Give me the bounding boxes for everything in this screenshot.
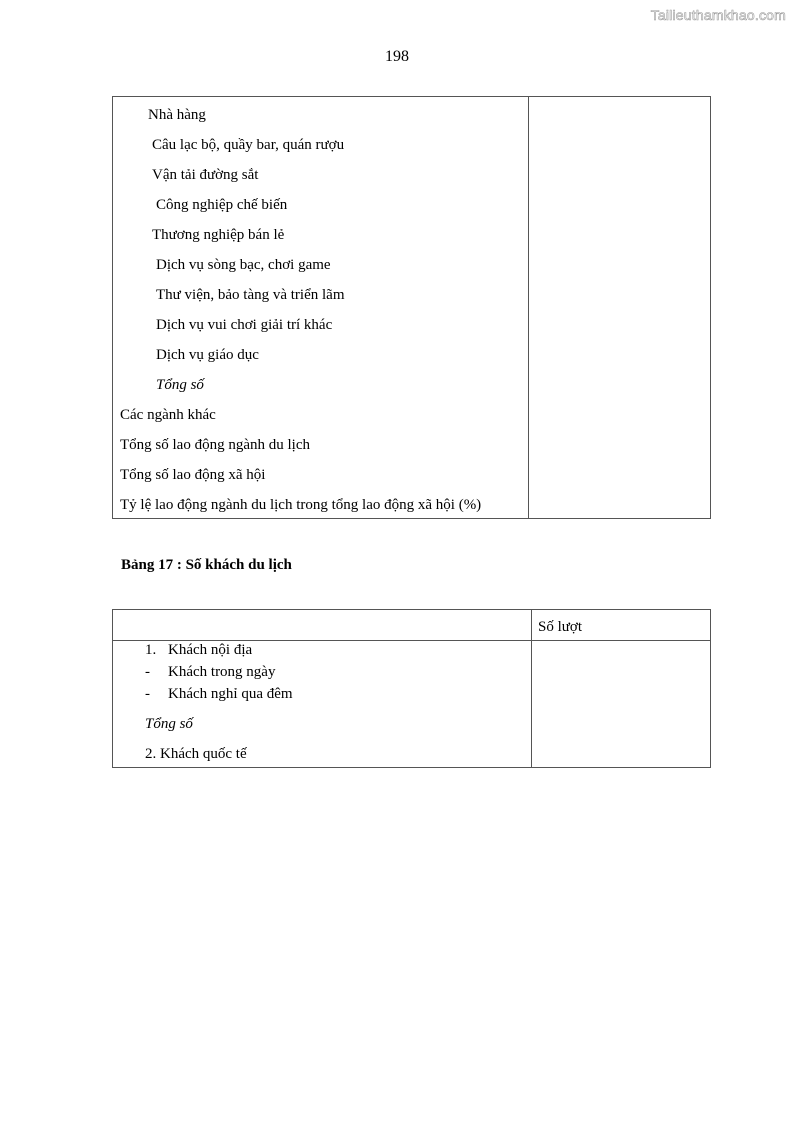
subtotal-row: Tổng số bbox=[145, 716, 193, 732]
page-number: 198 bbox=[385, 48, 409, 65]
tourist-table bbox=[112, 609, 711, 768]
table-row: Khách nội địa bbox=[168, 642, 253, 658]
table-row: Vận tải đường sắt bbox=[152, 167, 259, 183]
table-row: Thương nghiệp bán lẻ bbox=[152, 227, 285, 243]
column-header: Số lượt bbox=[538, 619, 582, 635]
list-number: 1. bbox=[145, 642, 157, 658]
table-row: Tỷ lệ lao động ngành du lịch trong tổng lao động xã hội (%) bbox=[120, 497, 482, 513]
table-row: 2. Khách quốc tế bbox=[145, 746, 247, 762]
table-row: Công nghiệp chế biến bbox=[156, 197, 288, 213]
subtotal-row: Tổng số bbox=[156, 377, 204, 393]
column-divider bbox=[531, 610, 532, 767]
table-row: Khách trong ngày bbox=[168, 664, 276, 680]
watermark: Tailieuthamkhao.com bbox=[650, 7, 786, 23]
table-row: Thư viện, bảo tàng và triển lãm bbox=[156, 287, 345, 303]
table-row: Dịch vụ giáo dục bbox=[156, 347, 259, 363]
table-row: Khách nghỉ qua đêm bbox=[168, 686, 293, 702]
table-row: Các ngành khác bbox=[120, 407, 216, 423]
table-row: Tổng số lao động ngành du lịch bbox=[120, 437, 310, 453]
list-dash: - bbox=[145, 664, 150, 680]
table-row: Tổng số lao động xã hội bbox=[120, 467, 266, 483]
table-row: Dịch vụ vui chơi giải trí khác bbox=[156, 317, 333, 333]
column-divider bbox=[528, 97, 529, 518]
table-row: Dịch vụ sòng bạc, chơi game bbox=[156, 257, 331, 273]
labor-table bbox=[112, 96, 711, 519]
list-dash: - bbox=[145, 686, 150, 702]
table-caption: Bảng 17 : Số khách du lịch bbox=[121, 557, 292, 573]
table-row: Câu lạc bộ, quầy bar, quán rượu bbox=[152, 137, 345, 153]
table-row: Nhà hàng bbox=[148, 107, 206, 123]
